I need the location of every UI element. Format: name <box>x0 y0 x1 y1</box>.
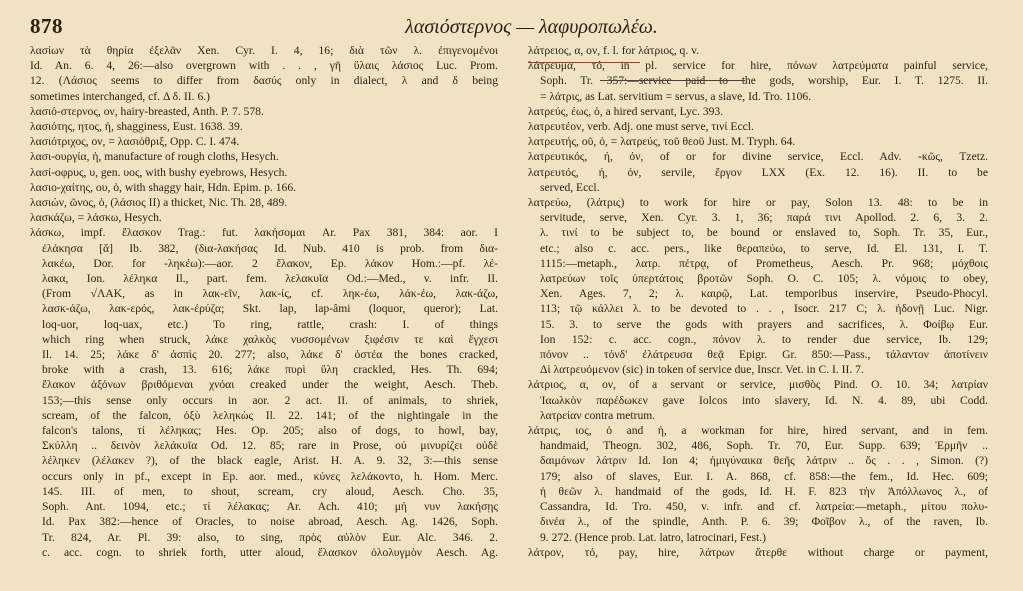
text-line: 1115:—metaph., λατρ. πέτρᾳ, of Prometheus, Aesch. Pr. 968; μόχθοις <box>540 256 988 270</box>
text-line: λατρευτής, οῦ, ὁ, = λατρεύς, τοῦ θεοῦ Just. M. Tryph. 64. <box>528 135 796 149</box>
text-line: λατρεύων τοῖς ὑπερτάτοις βροτῶν Soph. O. C. 105; λ. νόμοις to obey, <box>540 272 988 286</box>
text-line: ἔλακον ἀξόνων βριθόμεναι χνόαι creaked under the weight, Aesch. Theb. <box>42 378 498 392</box>
text-line: λάτριος, α, ον, of a servant or service, μισθὸς Pind. O. 10. 34; λατρίαν <box>528 378 988 392</box>
text-line: λατρευτέον, verb. Adj. one must serve, τινί Eccl. <box>528 120 754 134</box>
red-underline-mark <box>528 62 640 63</box>
text-line: c. acc. cogn. to shriek forth, utter aloud, ἔλασκον ὀλολυγμὸν Aesch. Ag. <box>42 545 498 559</box>
text-line: λατρεύω, (λάτρις) to work for hire or pay, Solon 13. 48: to be in <box>528 196 988 210</box>
text-line: servitude, serve, Xen. Cyr. 3. 1, 36; παρά τινι Apollod. 2. 6, 3. 2. <box>540 211 988 225</box>
text-line: served, Eccl. <box>540 180 600 194</box>
text-line: λάτρευμα, τό, in pl. service for hire, πόνων λατρεύματα painful service, <box>528 59 988 73</box>
text-line: handmaid, Theogn. 302, 486, Soph. Tr. 70, Eur. Supp. 639; Ἑρμῆν .. <box>540 439 988 453</box>
text-line: λασίων τὰ θηρία ἐξελᾶν Xen. Cyr. I. 4, 16; διὰ τῶν λ. ἐπιγενομένοι <box>30 44 498 57</box>
text-line: λάτρις, ιος, ὁ and ἡ, a workman for hire, hired servant, and in fem. <box>528 424 988 438</box>
text-line: λακα, Ion. λέληκα Il., part. fem. λελακυῖα Od.:—Med., v. infr. II. <box>42 272 498 286</box>
text-line: λατρευτικός, ή, όν, of or for divine service, Eccl. Adv. -κῶς, Tzetz. <box>528 150 988 164</box>
text-line: λασιό-στερνος, ον, hairy-breasted, Anth. P. 7. 578. <box>30 104 264 118</box>
text-line: 15. 3. to serve the gods with prayers and sacrifices, λ. Φοίβῳ Eur. <box>540 317 988 331</box>
text-line: Tr. 824, Ar. Pl. 39: also, to sing, πρὸς αὐλὸν Eur. Alc. 346. 2. <box>42 530 498 544</box>
right-column <box>528 43 988 560</box>
text-line: occurs only in pf., except in Ep. aor. med., κύνες λελάκοντο, h. Hom. Merc. <box>42 469 498 483</box>
text-line: etc.; also c. acc. pers., like θεραπεύω, to serve, Id. El. 131, I. T. <box>540 241 988 255</box>
text-line: Soph. Ant. 1094, etc.; τί λέλακας; Ar. Ach. 410; μή νυν λακήσῃς <box>42 500 498 514</box>
text-line: sometimes interchanged, cf. Δ δ. II. 6.) <box>30 89 211 103</box>
text-line: λασκάζω, = λάσκω, Hesych. <box>30 211 162 225</box>
text-line: δινέα λ., of the spindle, Anth. P. 6. 39; Φοῖβον λ., of the raven, Ib. <box>540 515 988 529</box>
text-line: πόνον .. τόνδ' ἐλάτρευσα θεᾷ Epigr. Gr. 850:—Pass., τάλαντον ἀποτίνειν <box>540 348 988 362</box>
left-column <box>30 43 498 560</box>
text-line: 113; τῷ κάλλει λ. to be devoted to . . , Isocr. 217 C; λ. ἡδονῇ Luc. Nigr. <box>540 302 988 316</box>
page-number: 878 <box>30 14 63 38</box>
text-line: 9. 272. (Hence prob. Lat. latro, latrocinari, Fest.) <box>540 530 767 544</box>
text-line: λασι-ουργία, ἡ, manufacture of rough cloths, Hesych. <box>30 150 279 164</box>
pen-underline-mark <box>600 80 745 81</box>
text-line: λασί-οφρυς, υ, gen. υος, with bushy eyebrows, Hesych. <box>30 165 288 179</box>
text-line: 153;—this sense only occurs in aor. 2 act. II. of animals, to shriek, <box>42 393 498 407</box>
text-line: λασιότριχος, ον, = λασιόθριξ, Opp. C. I. 474. <box>30 135 240 149</box>
text-line: Ion 152: c. acc. cogn., πόνον λ. to render due service, Ib. 129; <box>540 332 988 346</box>
text-line: Il. 14. 25; λάκε δ' ἀσπὶς 20. 277; also, λάκε δ' ὀστέα the bones cracked, <box>42 348 498 362</box>
text-line: λασιο-χαίτης, ου, ὁ, with shaggy hair, Hdn. Epim. p. 166. <box>30 180 297 194</box>
text-line: ἡ θεῶν λ. handmaid of the gods, Id. H. F. 823 τὴν Ἀπόλλωνος λ., of <box>540 484 988 498</box>
text-line: Cassandra, Id. Tro. 450, v. infr. and cf. λατρεία:—metaph., μίτου πολυ- <box>540 500 988 514</box>
text-line: λασιών, ῶνος, ὁ, (λάσιος II) a thicket, Nic. Th. 28, 489. <box>30 196 288 210</box>
text-line: λατρεύς, έως, ὁ, a hired servant, Lyc. 393. <box>528 104 724 118</box>
text-line: Xen. Ages. 7, 2; λ. καιρῷ, Lat. temporibus inservire, Pseudo-Phocyl. <box>540 287 988 301</box>
text-line: Id. An. 6. 4, 26:—also overgrown with . . , γῆ ὕλαις λάσιος Luc. Prom. <box>30 59 498 73</box>
text-line: 145. III. of men, to shout, scream, cry aloud, Aesch. Cho. 35, <box>42 484 498 498</box>
text-line: falcon's talons, τί λέληκας; Hes. Op. 205; also of dogs, to howl, bay, <box>42 424 498 438</box>
text-line: Ἰαωλκὸν παρέδωκεν gave Iolcos into slavery, Id. N. 4. 89, ubi Codd. <box>540 393 988 407</box>
text-line: scream, of the falcon, ὀξὺ λεληκὼς Il. 22. 141; of the nightingale in the <box>42 408 498 422</box>
text-line: broke with a crash, 13. 616; λάκε πυρὶ ὕλη crackled, Hes. Th. 694; <box>42 363 498 377</box>
text-line: λακέω, Dor. for -ληκέω):—aor. 2 ἔλακον, Ep. λάκον Hom.:—pf. λέ- <box>42 256 498 270</box>
text-line: ἐλάκησα [ᾰ] Ib. 382, (δια-λακήσας Id. Nub. 410 is prob. from δια- <box>42 241 498 255</box>
text-line: λασκ-άζω, λακ-ερός, λακ-έρύζα; Skt. lap, lap-âmi (loquor, queror); Lat. <box>42 302 498 316</box>
text-line: δαιμόνων λάτριν Id. Ion 4; ἡμιγύναικα θεῆς λάτριν .. ὅς . . , Simon. (?) <box>540 454 988 468</box>
text-line: (From √ΛΑΚ, as in λακ-εῖν, λακ-ίς, cf. ληκ-έω, λάκ-έω, λακ-άζω, <box>42 287 498 301</box>
text-line: = λάτρις, as Lat. servitium = servus, a slave, Id. Tro. 1106. <box>540 89 812 103</box>
text-line: Σκύλλη .. δεινὸν λελάκυῖα Od. 12. 85; rare in Prose, οὐ μινυρίζει οὐδὲ <box>42 439 498 453</box>
text-line: λέληκεν (λέλακεν ?), of the black eagle, Arist. H. A. 9. 32, 3:—this sense <box>42 454 498 468</box>
text-line: λάτρον, τό, pay, hire, λάτρων ἄτερθε without charge or payment, <box>528 545 988 559</box>
text-line: which ring when struck, λάκε χαλκὸς νυσσομένων ξιφέσιν τε καὶ ἔγχεσι <box>42 332 498 346</box>
text-line: 12. (Λάσιος seems to differ from δασύς only in dialect, λ and δ being <box>30 74 498 88</box>
running-title: λασιόστερνος — λαφυροπωλέω. <box>405 16 658 38</box>
text-line: Δὶ λατρευόμενον (sic) in token of service due, Inscr. Vet. in C. I. II. 7. <box>540 363 864 377</box>
text-line: λάσκω, impf. ἔλασκον Trag.: fut. λακήσομαι Ar. Pax 381, 384: aor. I <box>30 226 498 240</box>
text-line: λάτρειος, α, ον, f. l. for λάτριος, q. v. <box>528 44 700 57</box>
text-line: λατρευτός, ή, όν, servile, ἔργον LXX (Ex. 12. 16). II. to be <box>528 165 988 179</box>
text-line: 179; also of slaves, Eur. I. A. 868, cf. 858:—the fem., Id. Hec. 609; <box>540 469 988 483</box>
text-line: Soph. Tr. 357:—service paid to the gods, worship, Eur. I. T. 1275. II. <box>540 74 988 88</box>
text-line: λ. τινί to be subject to, be bound or enslaved to, Soph. Tr. 35, Eur., <box>540 226 988 240</box>
text-line: Id. Pax 382:—hence of Oracles, to noise abroad, Aesch. Ag. 1426, Soph. <box>42 515 498 529</box>
text-line: λατρείαν contra metrum. <box>540 408 656 422</box>
text-line: loq-uor, loq-uax, etc.) To ring, rattle, crash: I. of things <box>42 317 498 331</box>
text-line: λασιότης, ητος, ἡ, shagginess, Eust. 1638. 39. <box>30 120 243 134</box>
